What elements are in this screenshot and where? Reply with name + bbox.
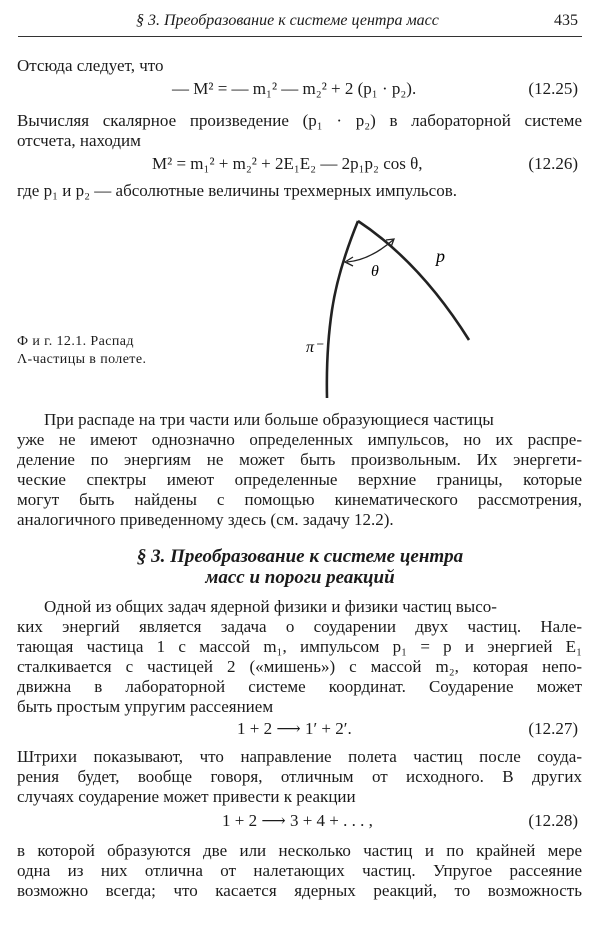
text-line: Штрихи показывают, что направление полета частиц после соуда-: [17, 747, 582, 766]
equation-number: (12.26): [528, 154, 578, 173]
equation-12-26: M² = m₁² + m₂² + 2E₁E₂ — 2p₁p₂ cos θ,: [152, 154, 423, 173]
text-line: ческие спектры имеют определенные верхние границы, которые: [17, 470, 582, 489]
equation-12-28: 1 + 2 ⟶ 3 + 4 + . . . ,: [222, 811, 373, 830]
equation-12-25: — M² = — m₁² — m₂² + 2 (p₁ · p₂).: [172, 79, 417, 98]
figure-caption: Ф и г. 12.1. Распад: [17, 334, 134, 349]
text-line: могут быть найдены с помощью кинематического рассмотрения,: [17, 490, 582, 509]
text-line: Отсюда следует, что: [17, 56, 164, 75]
text-line: тающая частица 1 с массой m₁, импульсом p₁ = p и энергией E₁: [17, 637, 582, 656]
text-line: возможно всегда; что касается ядерных реакций, то возможность: [17, 881, 582, 900]
figure-caption: Λ-частицы в полете.: [17, 352, 147, 367]
header-title: § 3. Преобразование к системе центра масс: [136, 12, 439, 29]
text-line: аналогичного приведенному здесь (см. задачу 12.2).: [17, 510, 394, 529]
text-line: рения будет, вообще говоря, отличным от исходного. В других: [17, 767, 582, 786]
equation-number: (12.27): [528, 719, 578, 738]
text-line: движна в лабораторной системе координат. Соударение может: [17, 677, 582, 696]
theta-label: θ: [371, 263, 379, 280]
text-line: При распаде на три части или больше образующиеся частицы: [44, 410, 494, 429]
text-line: ких энергий является задача о соударении двух частиц. Нале-: [17, 617, 582, 636]
text-line: одна из них отлична от налетающих частиц. Упругое рассеяние: [17, 861, 582, 880]
proton-label: p: [436, 246, 445, 266]
pion-label: π⁻: [306, 339, 323, 356]
page-number: 435: [554, 12, 578, 29]
text-line: где p₁ и p₂ — абсолютные величины трехмерных импульсов.: [17, 181, 458, 200]
section-title: масс и пороги реакций: [205, 567, 395, 588]
text-line: в которой образуются две или несколько частиц и по крайней мере: [17, 841, 582, 860]
text-line: сталкивается с частицей 2 («мишень») с массой m₂, которая непо-: [17, 657, 582, 676]
equation-12-27: 1 + 2 ⟶ 1′ + 2′.: [237, 719, 352, 738]
section-title: § 3. Преобразование к системе центра: [136, 546, 464, 567]
equation-number: (12.25): [528, 79, 578, 98]
text-line: деление по энергиям не может быть произвольным. Их энергети-: [17, 450, 582, 469]
proton-track: [358, 221, 469, 340]
text-line: Одной из общих задач ядерной физики и физики частиц высо-: [44, 597, 497, 616]
text-line: случаях соударение может привести к реакции: [17, 787, 356, 806]
pion-track: [327, 221, 358, 398]
text-line: Вычисляя скалярное произведение (p₁ · p₂) в лабораторной системе: [17, 111, 582, 130]
equation-number: (12.28): [528, 811, 578, 830]
text-line: быть простым упругим рассеянием: [17, 697, 274, 716]
text-line: уже не имеют однозначно определенных импульсов, но их распре-: [17, 430, 582, 449]
text-line: отсчета, находим: [17, 131, 141, 150]
